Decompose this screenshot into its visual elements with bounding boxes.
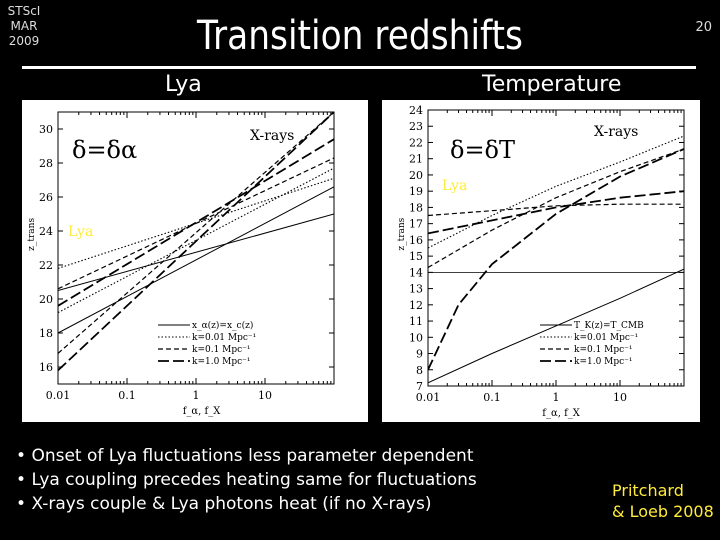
citation	[612, 480, 714, 522]
y-tick-label: 12	[409, 298, 423, 312]
series-line	[428, 269, 684, 383]
bullet-item: • Lya coupling precedes heating same for fluctuations	[16, 468, 477, 492]
series-line	[58, 139, 334, 306]
x-tick-label: 10	[613, 391, 627, 404]
x-tick-label: 0.1	[483, 391, 501, 404]
chart-annotation: δ=δα	[72, 136, 138, 164]
bullet-list	[16, 444, 477, 516]
x-tick-label: 1	[552, 391, 560, 404]
series-line	[58, 214, 334, 291]
x-axis-label: f_α, f_X	[542, 408, 580, 419]
citation-line: & Loeb 2008	[612, 502, 714, 521]
chart-annotation: X-rays	[594, 124, 639, 140]
y-tick-label: 26	[39, 191, 53, 204]
legend-label: x_α(z)=x_c(z)	[192, 321, 254, 331]
y-tick-label: 11	[409, 315, 423, 329]
y-tick-label: 22	[409, 136, 423, 150]
legend-label: k=1.0 Mpc⁻¹	[192, 357, 251, 367]
y-tick-label: 10	[409, 331, 423, 345]
legend-label: k=0.1 Mpc⁻¹	[192, 345, 251, 355]
page-number: 20	[695, 20, 712, 35]
y-tick-label: 16	[39, 361, 53, 374]
y-tick-label: 20	[39, 293, 53, 306]
left-panel-heading: Lya	[165, 72, 202, 97]
bullet-item: • X-rays couple & Lya photons heat (if no X-rays)	[16, 492, 477, 516]
x-tick-label: 0.1	[118, 389, 136, 402]
y-tick-label: 13	[409, 282, 423, 296]
legend-label: T_K(z)=T_CMB	[574, 321, 644, 331]
y-tick-label: 20	[409, 168, 423, 182]
lya-chart-panel	[22, 100, 368, 422]
y-tick-label: 21	[409, 152, 423, 166]
chart-annotation: Lya	[68, 224, 94, 240]
y-tick-label: 18	[39, 327, 53, 340]
y-tick-label: 28	[39, 157, 53, 170]
slide-title: Transition redshifts	[197, 13, 523, 59]
y-tick-label: 17	[409, 217, 423, 231]
x-tick-label: 1	[192, 389, 200, 402]
legend-label: k=0.1 Mpc⁻¹	[574, 345, 633, 355]
series-group	[428, 136, 684, 383]
right-panel-heading: Temperature	[482, 72, 622, 97]
y-tick-label: 16	[409, 233, 423, 247]
y-tick-label: 15	[409, 250, 423, 264]
y-tick-label: 9	[416, 347, 423, 361]
series-line	[58, 187, 334, 333]
y-tick-label: 22	[39, 259, 53, 272]
temperature-chart-panel	[382, 100, 700, 422]
y-tick-label: 7	[416, 380, 423, 393]
temperature-chart	[382, 100, 700, 422]
legend-label: k=1.0 Mpc⁻¹	[574, 357, 633, 367]
chart-annotation: X-rays	[250, 128, 295, 144]
legend-label: k=0.01 Mpc⁻¹	[192, 333, 257, 343]
y-tick-label: 14	[409, 266, 423, 280]
bullet-item: • Onset of Lya fluctuations less parameter dependent	[16, 444, 477, 468]
y-tick-label: 19	[409, 185, 423, 199]
y-axis-label: z_trans	[397, 217, 407, 251]
x-axis-label: f_α, f_X	[182, 406, 221, 417]
lya-chart	[22, 100, 368, 422]
x-tick-label: 0.01	[415, 391, 441, 404]
y-tick-label: 18	[409, 201, 423, 215]
chart-annotation: δ=δT	[450, 136, 516, 164]
y-tick-label: 24	[409, 104, 423, 117]
y-tick-label: 23	[409, 120, 423, 134]
institution-line: 2009	[8, 34, 40, 48]
institution-line: STScI	[7, 4, 41, 18]
x-tick-label: 0.01	[45, 389, 71, 402]
chart-annotation: Lya	[442, 178, 468, 194]
institution-label	[4, 4, 44, 49]
y-axis-label: z_trans	[27, 217, 37, 251]
x-tick-label: 10	[258, 389, 272, 402]
institution-line: MAR	[10, 19, 38, 33]
y-tick-label: 8	[416, 363, 423, 377]
citation-line: Pritchard	[612, 481, 684, 500]
title-divider	[22, 66, 696, 69]
legend-label: k=0.01 Mpc⁻¹	[574, 333, 639, 343]
y-tick-label: 30	[39, 123, 53, 136]
y-tick-label: 24	[39, 225, 53, 238]
